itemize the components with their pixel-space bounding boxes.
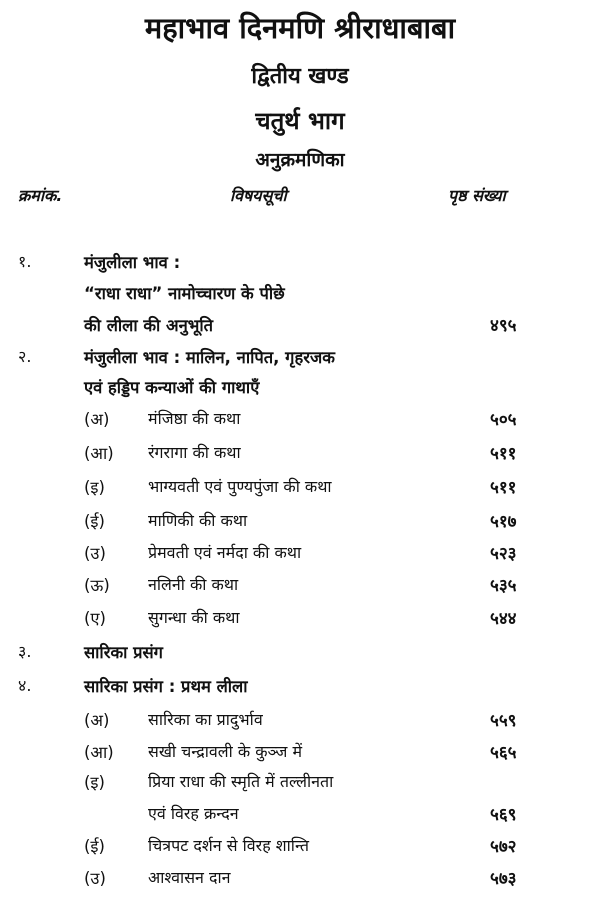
list-item [0, 439, 600, 469]
entry-marker: (आ) [84, 444, 114, 463]
part-title: चतुर्थ भाग [255, 107, 345, 135]
entry-text: सारिका प्रसंग : प्रथम लीला [84, 677, 248, 696]
entry-text: प्रिया राधा की स्मृति में तल्लीनता [148, 772, 334, 791]
entry-text: माणिकी की कथा [148, 511, 248, 530]
list-item [0, 768, 600, 798]
entry-text: की लीला की अनुभूति [84, 316, 214, 335]
entry-text: सारिका प्रसंग [84, 643, 163, 662]
entry-text: “राधा राधा” नामोच्चारण के पीछे [84, 284, 285, 303]
list-item [0, 473, 600, 503]
entry-page: ५६९ [490, 805, 517, 825]
entry-page: ५७२ [490, 837, 517, 857]
entry-page: ५१७ [490, 512, 517, 532]
entry-page: ५४४ [490, 609, 517, 629]
entry-text: सुगन्धा की कथा [148, 608, 240, 627]
list-item [0, 248, 600, 278]
entry-page: ५११ [490, 478, 517, 498]
entry-marker: (इ) [84, 773, 105, 792]
entry-page: ५२३ [490, 544, 517, 564]
entry-text: रंगरागा की कथा [148, 443, 241, 462]
list-item [0, 539, 600, 569]
entry-number: ३. [18, 642, 32, 661]
list-item [0, 311, 600, 341]
entry-text: एवं हड्डिप कन्याओं की गाथाएँ [84, 378, 260, 397]
list-item [0, 706, 600, 736]
entry-page: ५११ [490, 444, 517, 464]
list-item [0, 638, 600, 668]
entry-marker: (ऊ) [84, 576, 110, 595]
entry-text: सारिका का प्रादुर्भाव [148, 710, 263, 729]
index-title: अनुक्रमणिका [255, 149, 345, 171]
entry-text: सखी चन्द्रावली के कुञ्ज में [148, 742, 303, 761]
list-item [0, 571, 600, 601]
entry-page: ५७३ [490, 869, 517, 889]
entry-text: भाग्यवती एवं पुण्यपुंजा की कथा [148, 477, 332, 496]
list-item [0, 604, 600, 634]
entry-number: १. [18, 252, 32, 271]
entry-text: मंजुलीला भाव : मालिन, नापित, गृहरजक [84, 348, 335, 367]
header-subject: विषयसूची [230, 186, 287, 205]
entry-page: ५३५ [490, 576, 517, 596]
entry-text: मंजिष्ठा की कथा [148, 409, 241, 428]
book-title: महाभाव दिनमणि श्रीराधाबाबा [144, 11, 456, 45]
entry-marker: (ए) [84, 609, 106, 628]
entry-marker: (उ) [84, 544, 106, 563]
entry-page: ५६५ [490, 743, 517, 763]
list-item [0, 507, 600, 537]
entry-marker: (अ) [84, 711, 110, 730]
entry-text: एवं विरह क्रन्दन [148, 804, 239, 823]
list-item [0, 832, 600, 862]
entry-marker: (इ) [84, 478, 105, 497]
entry-text: आश्वासन दान [148, 868, 231, 887]
list-item [0, 279, 600, 309]
entry-marker: (अ) [84, 410, 110, 429]
list-item [0, 738, 600, 768]
list-item [0, 373, 600, 403]
entry-page: ४९५ [490, 316, 517, 336]
entry-number: २. [18, 347, 32, 366]
list-item [0, 864, 600, 894]
entry-text: मंजुलीला भाव : [84, 253, 181, 272]
entry-marker: (ई) [84, 512, 105, 531]
list-item [0, 405, 600, 435]
section-title: द्वितीय खण्ड [251, 64, 349, 89]
entry-text: नलिनी की कथा [148, 575, 239, 594]
entry-marker: (आ) [84, 743, 114, 762]
list-item [0, 800, 600, 830]
entry-number: ४. [18, 676, 32, 695]
list-item [0, 343, 600, 373]
list-item [0, 672, 600, 702]
entry-marker: (ई) [84, 837, 105, 856]
entry-page: ५०५ [490, 410, 517, 430]
entry-marker: (उ) [84, 869, 106, 888]
entry-page: ५५९ [490, 711, 517, 731]
header-page: पृष्ठ संख्या [448, 186, 506, 205]
entry-text: प्रेमवती एवं नर्मदा की कथा [148, 543, 302, 562]
header-number: क्रमांक. [18, 186, 63, 205]
entry-text: चित्रपट दर्शन से विरह शान्ति [148, 836, 310, 855]
